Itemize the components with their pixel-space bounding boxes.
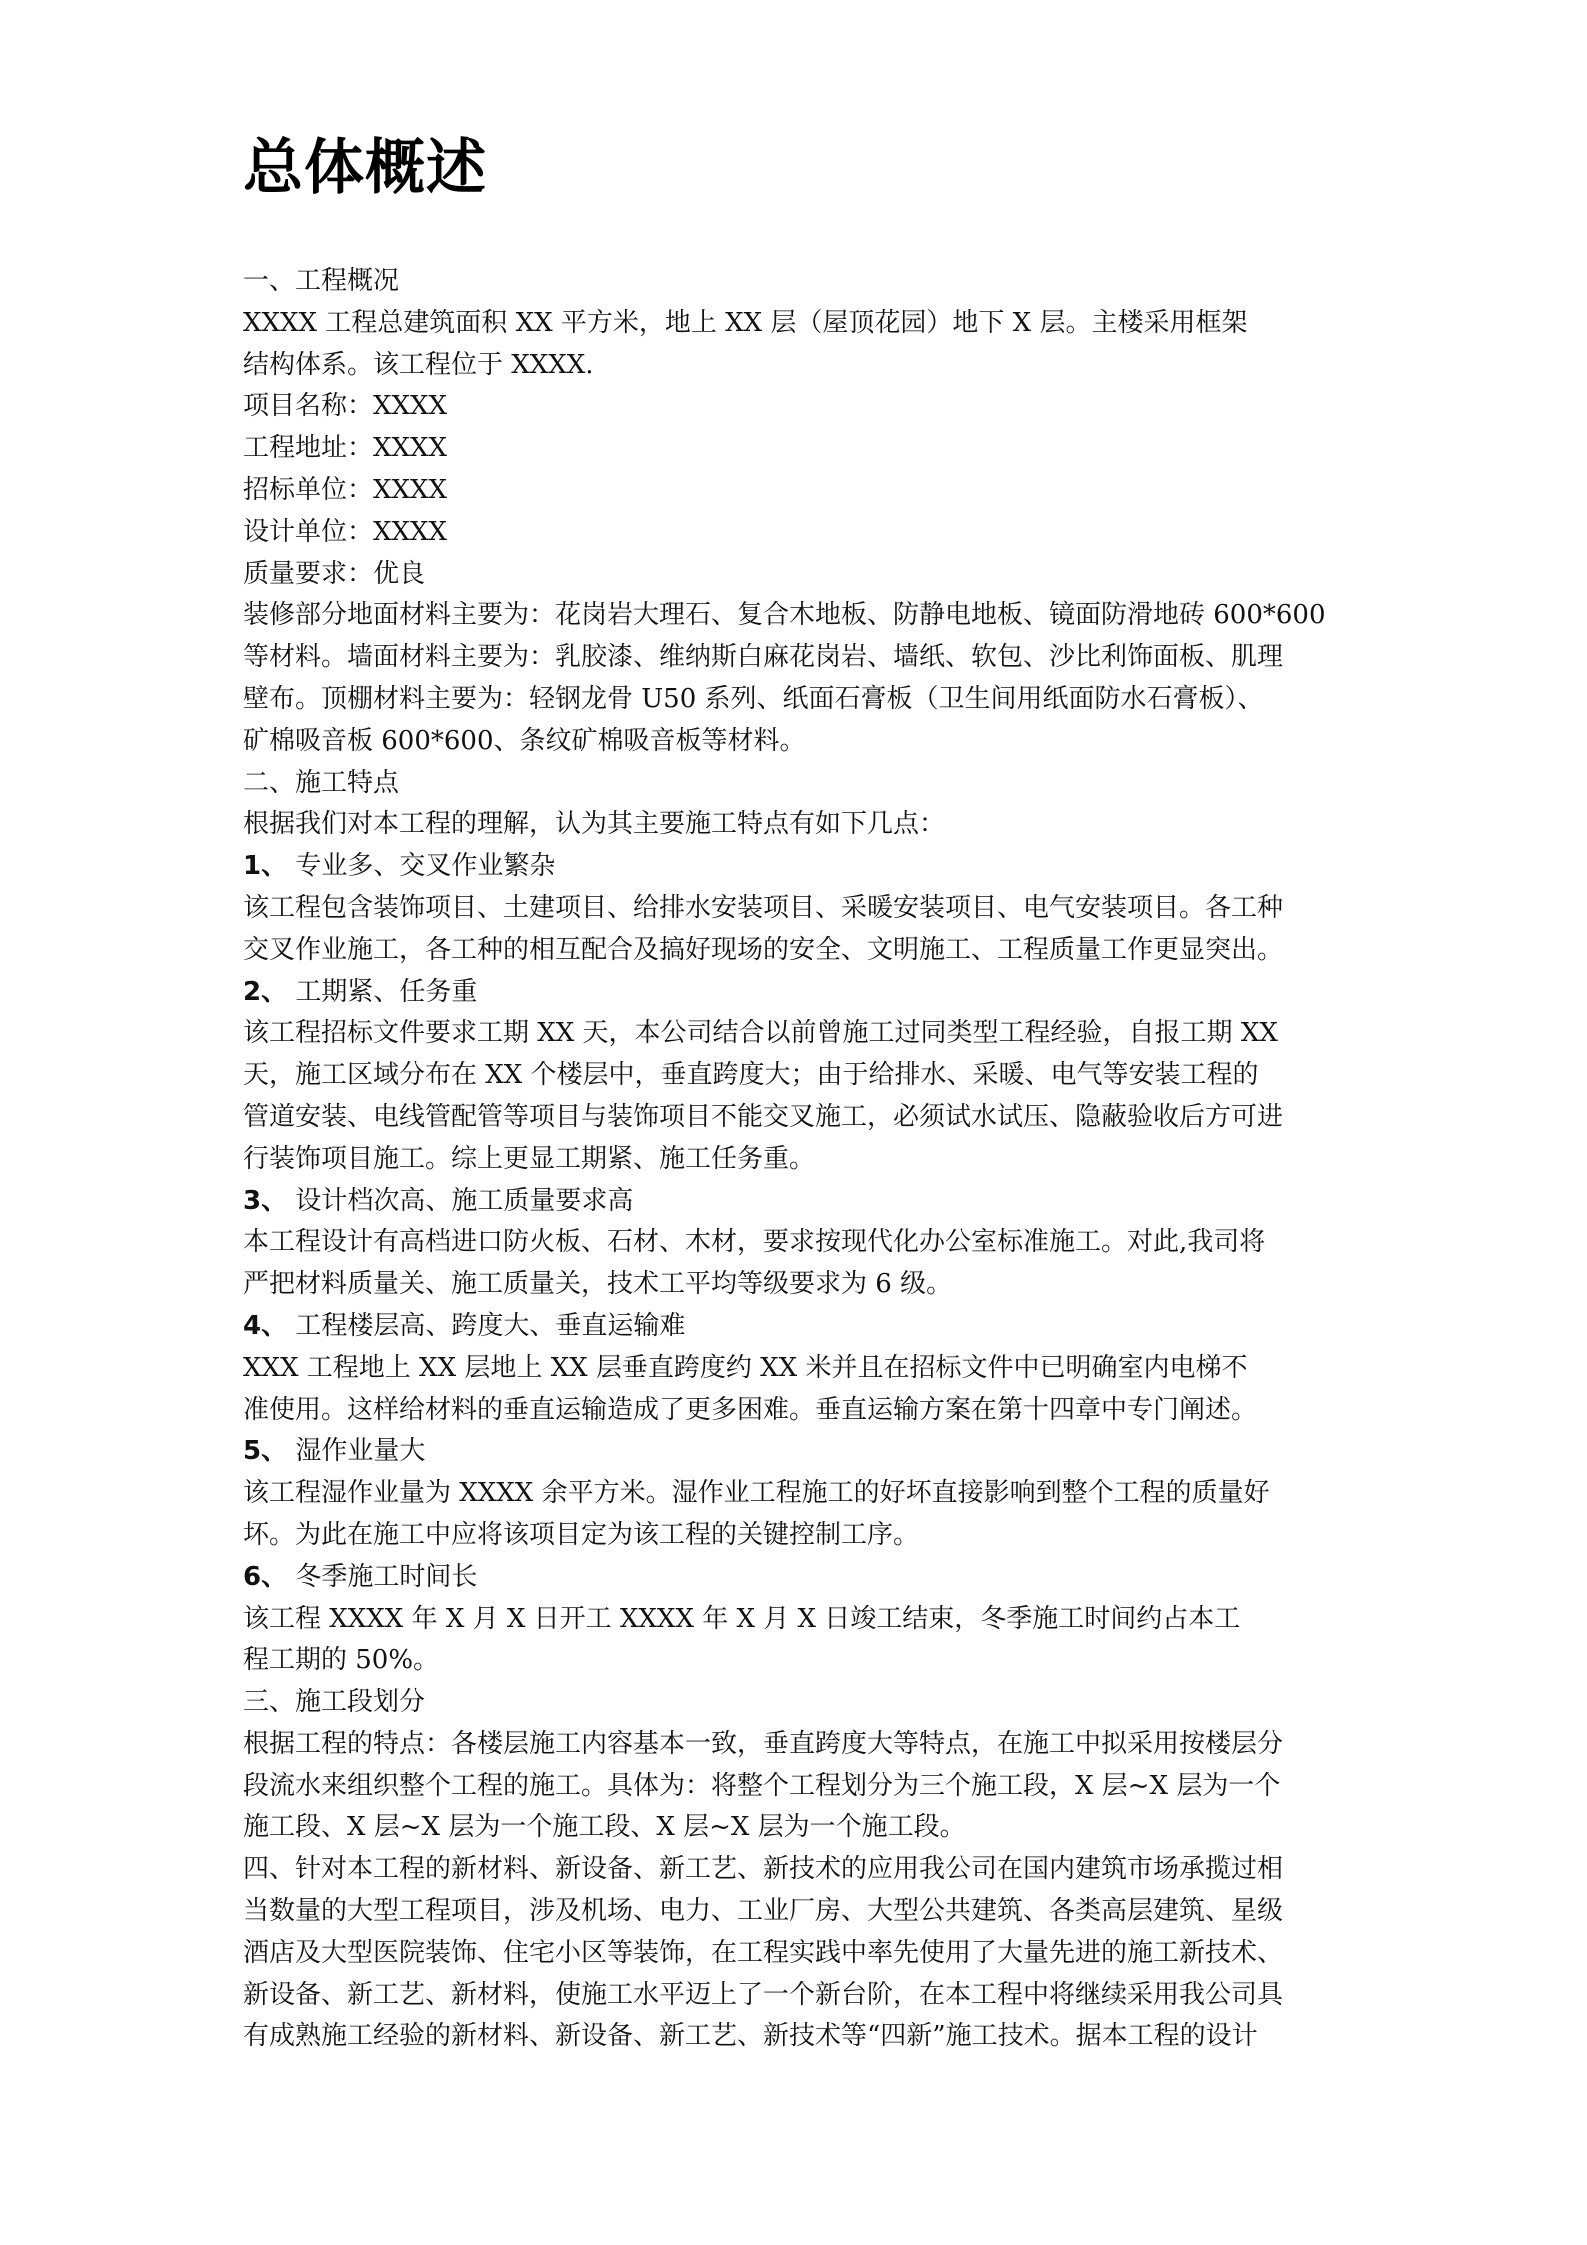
text-line: 壁布。顶棚材料主要为：轻钢龙骨 U50 系列、纸面石膏板（卫生间用纸面防水石膏板）、 [243, 683, 1264, 714]
text-line: 四、针对本工程的新材料、新设备、新工艺、新技术的应用我公司在国内建筑市场承揽过相 [243, 1854, 1284, 1885]
text-line: 工程地址：XXXX [243, 433, 448, 464]
text-line: 根据我们对本工程的理解，认为其主要施工特点有如下几点： [243, 809, 946, 840]
list-number: 2、 [243, 976, 288, 1007]
text-line: 当数量的大型工程项目，涉及机场、电力、工业厂房、大型公共建筑、各类高层建筑、星级 [243, 1896, 1284, 1927]
list-number: 3、 [243, 1185, 288, 1216]
text-line: 新设备、新工艺、新材料，使施工水平迈上了一个新台阶，在本工程中将继续采用我公司具 [243, 1979, 1284, 2010]
list-number: 5、 [243, 1436, 288, 1467]
text-line: 程工期的 50%。 [243, 1645, 440, 1676]
text-line: 招标单位：XXXX [243, 474, 448, 505]
text-line: 本工程设计有高档进口防火板、石材、木材，要求按现代化办公室标准施工。对此,我司将 [243, 1227, 1266, 1258]
document-body [243, 261, 1353, 2058]
text-line: 等材料。墙面材料主要为：乳胶漆、维纳斯白麻花岗岩、墙纸、软包、沙比利饰面板、肌理 [243, 642, 1284, 673]
text-line: 1、 专业多、交叉作业繁杂 [243, 851, 556, 882]
text-line: 严把材料质量关、施工质量关，技术工平均等级要求为 6 级。 [243, 1269, 953, 1300]
text-line: 4、 工程楼层高、跨度大、垂直运输难 [243, 1310, 686, 1341]
text-line: 装修部分地面材料主要为：花岗岩大理石、复合木地板、防静电地板、镜面防滑地砖 600*600 [243, 600, 1326, 631]
text-line: 3、 设计档次高、施工质量要求高 [243, 1185, 634, 1216]
text-line: 2、 工期紧、任务重 [243, 976, 478, 1007]
text-line: 6、 冬季施工时间长 [243, 1561, 478, 1592]
text-line: 结构体系。该工程位于 XXXX. [243, 349, 594, 380]
text-line: 二、施工特点 [243, 767, 400, 798]
text-line: 该工程 XXXX 年 X 月 X 日开工 XXXX 年 X 月 X 日竣工结束，冬季施工时间约占本工 [243, 1603, 1241, 1634]
text-line: 坏。为此在施工中应将该项目定为该工程的关键控制工序。 [243, 1519, 920, 1550]
text-line: 项目名称：XXXX [243, 391, 448, 422]
text-line: 酒店及大型医院装饰、住宅小区等装饰，在工程实践中率先使用了大量先进的施工新技术、 [243, 1937, 1284, 1968]
text-line: 质量要求：优良 [243, 558, 426, 589]
list-number: 1、 [243, 851, 288, 882]
text-line: 三、施工段划分 [243, 1687, 426, 1718]
text-line: 一、工程概况 [243, 266, 400, 296]
list-number: 6、 [243, 1561, 288, 1592]
text-line: 管道安装、电线管配管等项目与装饰项目不能交叉施工，必须试水试压、隐蔽验收后方可进 [243, 1101, 1284, 1132]
page-title: 总体概述 [243, 133, 487, 203]
text-line: 该工程招标文件要求工期 XX 天，本公司结合以前曾施工过同类型工程经验，自报工期 XX [243, 1018, 1278, 1049]
text-line: 交叉作业施工，各工种的相互配合及搞好现场的安全、文明施工、工程质量工作更显突出。 [243, 934, 1284, 965]
text-line: XXX 工程地上 XX 层地上 XX 层垂直跨度约 XX 米并且在招标文件中已明确室内电梯不 [243, 1352, 1248, 1383]
text-line: 该工程湿作业量为 XXXX 余平方米。湿作业工程施工的好坏直接影响到整个工程的质量好 [243, 1478, 1270, 1509]
text-line: 行装饰项目施工。综上更显工期紧、施工任务重。 [243, 1143, 816, 1174]
text-line: 施工段、X 层~X 层为一个施工段、X 层~X 层为一个施工段。 [243, 1812, 966, 1843]
text-line: 矿棉吸音板 600*600、条纹矿棉吸音板等材料。 [243, 725, 806, 756]
document-page [243, 128, 1353, 2058]
text-line: 准使用。这样给材料的垂直运输造成了更多困难。垂直运输方案在第十四章中专门阐述。 [243, 1394, 1258, 1425]
text-line: 段流水来组织整个工程的施工。具体为：将整个工程划分为三个施工段，X 层~X 层为一个 [243, 1770, 1281, 1801]
text-line: 有成熟施工经验的新材料、新设备、新工艺、新技术等“四新”施工技术。据本工程的设计 [243, 2021, 1258, 2052]
list-number: 4、 [243, 1310, 288, 1341]
text-line: XXXX 工程总建筑面积 XX 平方米，地上 XX 层（屋顶花园）地下 X 层。主楼采用框架 [243, 307, 1248, 338]
text-line: 天，施工区域分布在 XX 个楼层中，垂直跨度大；由于给排水、采暖、电气等安装工程的 [243, 1060, 1259, 1091]
text-line: 设计单位：XXXX [243, 516, 448, 547]
text-line: 5、 湿作业量大 [243, 1436, 426, 1467]
text-line: 根据工程的特点：各楼层施工内容基本一致，垂直跨度大等特点，在施工中拟采用按楼层分 [243, 1728, 1284, 1759]
text-line: 该工程包含装饰项目、土建项目、给排水安装项目、采暖安装项目、电气安装项目。各工种 [243, 892, 1284, 923]
